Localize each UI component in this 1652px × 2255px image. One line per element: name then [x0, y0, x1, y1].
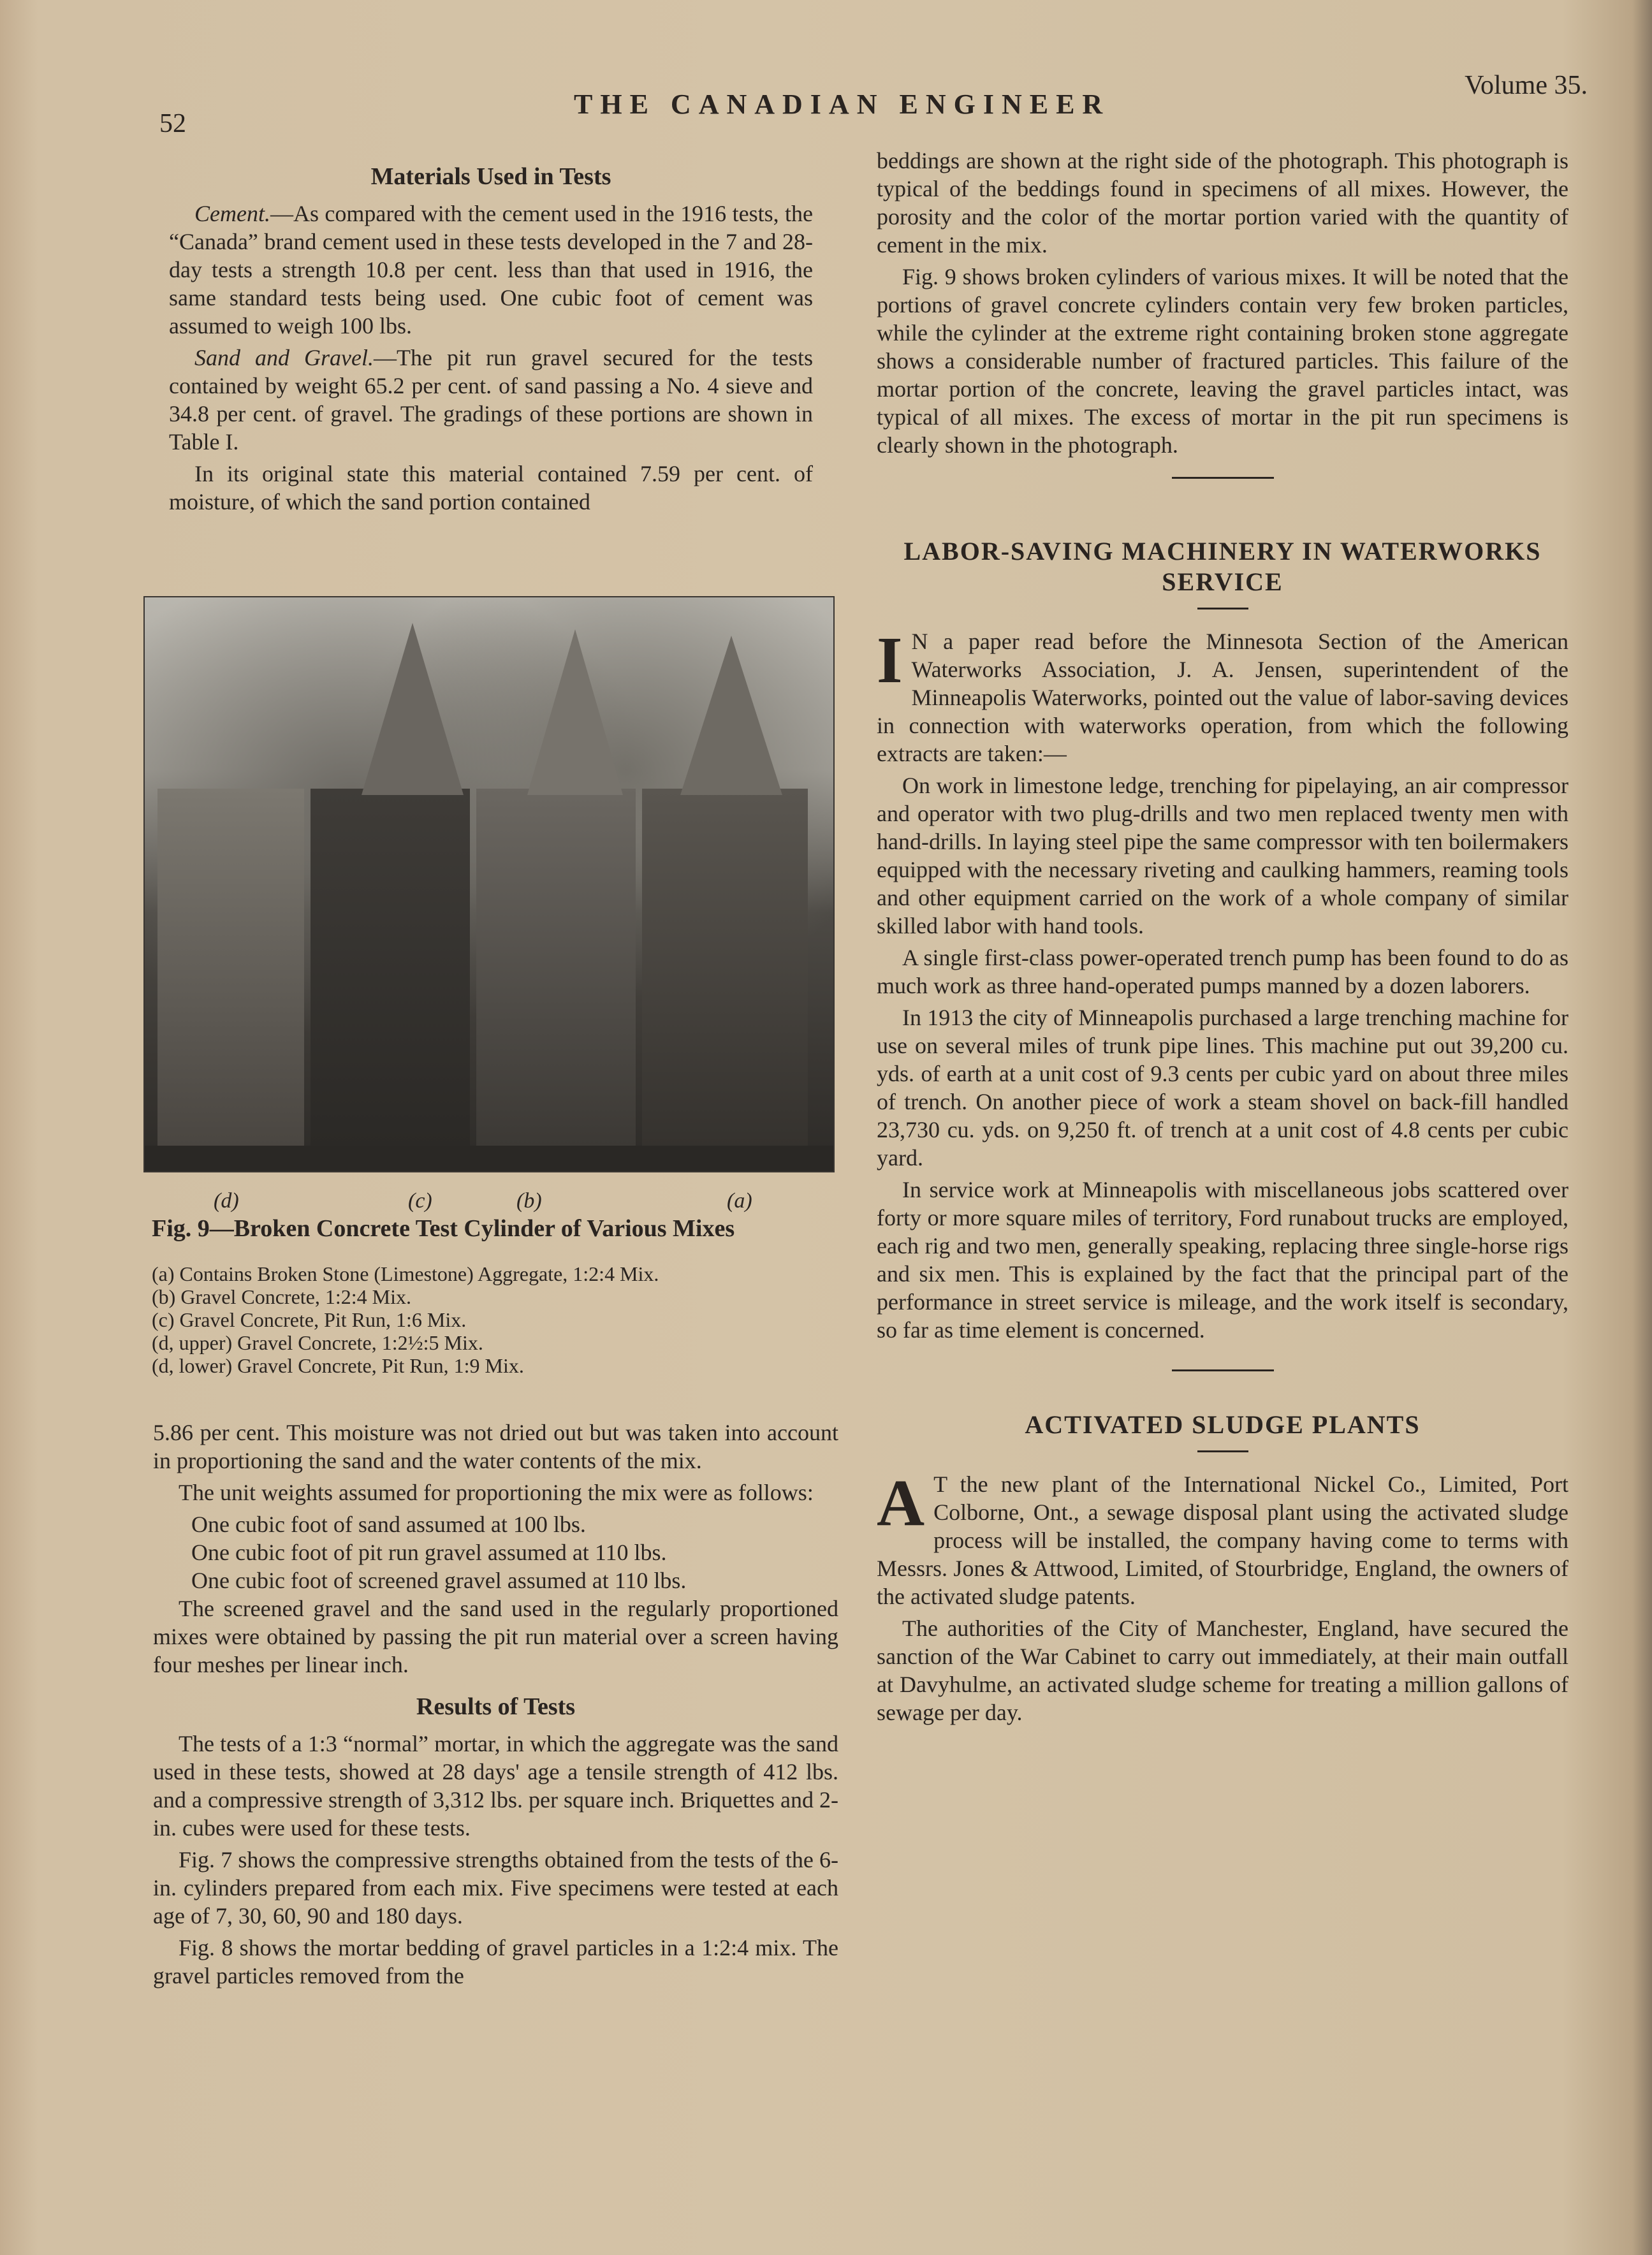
caption-item: (d, upper) Gravel Concrete, 1:2½:5 Mix. [152, 1331, 483, 1354]
page-number: 52 [159, 109, 186, 138]
cylinder-a [642, 789, 808, 1146]
caption-item: (d, lower) Gravel Concrete, Pit Run, 1:9 Mix. [152, 1354, 524, 1377]
volume-label: Volume 35. [1465, 71, 1588, 100]
paragraph-fig9: Fig. 9 shows broken cylinders of various mixes. It will be noted that the portions of gravel concrete cylinders contain very few broken particles, while the cylinder at the extreme right containing broken stone aggregate shows a considerable number of fractured particles. This failure of the mortar portion of the concrete, leaving the gravel particles intact, was typical of all mixes. The excess of mortar in the pit run specimens is clearly shown in the photograph. [877, 264, 1568, 458]
list-item: One cubic foot of sand assumed at 100 lbs. [191, 1512, 586, 1537]
paragraph-normal-mortar: The tests of a 1:3 “normal” mortar, in which the aggregate was the sand used in these tests, showed at 28 days' age a tensile strength of 412 lbs. and a compressive strength of 3,312 lbs. per square inch. Briquettes and 2-in. cubes were used for these tests. [153, 1731, 838, 1841]
paragraph-fig8: Fig. 8 shows the mortar bedding of gravel particles in a 1:2:4 mix. The gravel particles removed from the [153, 1935, 838, 1989]
cylinder-top-fragment [527, 629, 623, 795]
figure-letter-c: (c) [408, 1189, 432, 1213]
list-item: One cubic foot of pit run gravel assumed at 110 lbs. [191, 1540, 667, 1565]
left-column-bottom [153, 1419, 838, 1994]
labor-intro-text: N a paper read before the Minnesota Section of the American Waterworks Association, J. A. Jensen, superintendent of the Minneapolis Waterworks, pointed out the value of labor-saving devices in connection with waterworks operation, from which the following extracts are taken:— [877, 629, 1568, 766]
cylinder-c [311, 789, 470, 1146]
cylinder-top-fragment [680, 636, 782, 795]
cement-label: Cement. [194, 201, 270, 226]
paragraph-moisture: In its original state this material contained 7.59 per cent. of moisture, of which the sand portion contained [169, 461, 813, 514]
paragraph-labor-intro [877, 624, 1568, 768]
paragraph-screened-gravel: The screened gravel and the sand used in the regularly proportioned mixes were obtained by passing the pit run material over a screen having four meshes per linear inch. [153, 1596, 838, 1677]
right-column [877, 147, 1568, 1730]
figure-caption-title: Fig. 9—Broken Concrete Test Cylinder of Various Mixes [152, 1215, 735, 1242]
section-divider [1172, 477, 1274, 479]
cylinder-b [476, 789, 636, 1146]
section-divider [1172, 1369, 1274, 1371]
article-heading-activated-sludge: ACTIVATED SLUDGE PLANTS [1025, 1410, 1421, 1439]
sludge-intro-text: T the new plant of the International Nickel Co., Limited, Port Colborne, Ont., a sewage disposal plant using the activated sludge process will be installed, the company having come to terms with Messrs. Jones & Attwood, Limited, of Stourbridge, England, the owners of the activated sludge patents. [877, 1471, 1568, 1609]
list-item: One cubic foot of screened gravel assumed at 110 lbs. [191, 1568, 687, 1593]
page-header [153, 70, 1607, 138]
figure-letter-d: (d) [214, 1189, 239, 1213]
heading-underline [1197, 1450, 1248, 1452]
paragraph-trench-pump: A single first-class power-operated trench pump has been found to do as much work as three hand-operated pumps manned by a dozen laborers. [877, 945, 1568, 998]
caption-item: (b) Gravel Concrete, 1:2:4 Mix. [152, 1285, 411, 1308]
section-heading-materials: Materials Used in Tests [370, 163, 611, 190]
paragraph-beddings: beddings are shown at the right side of the photograph. This photograph is typical of the beddings found in specimens of all mixes. However, the porosity and the color of the mortar portion varied with the quantity of cement in the mix. [877, 148, 1568, 258]
article-heading-labor-saving: LABOR-SAVING MACHINERY IN WATERWORKS SERVICE [903, 537, 1542, 596]
paragraph-cement [169, 200, 813, 340]
paragraph-sludge-intro [877, 1466, 1568, 1610]
paragraph-unit-weights: The unit weights assumed for proportioning the mix were as follows: [179, 1480, 814, 1505]
figure-letter-b: (b) [516, 1189, 542, 1213]
cylinder-top-fragment [362, 623, 464, 795]
figure-caption-items [152, 1262, 847, 1377]
drop-cap-i: I [877, 624, 903, 697]
cement-text: —As compared with the cement used in the 1916 tests, the “Canada” brand cement used in these tests developed in the 7 and 28-day tests a strength 10.8 per cent. less than that used in 1916, the same standard tests being used. One cubic foot of cement was assumed to weigh 100 lbs. [169, 201, 813, 339]
paragraph-service-work: In service work at Minneapolis with miscellaneous jobs scattered over forty or more square miles of territory, Ford runabout trucks are employed, each rig and two men, generally speaking, replacing three single-horse rigs and six men. This is explained by the fact that the principal part of the performance in street service is mileage, and the work itself is secondary, so far as time element is concerned. [877, 1177, 1568, 1343]
left-column-top [169, 163, 813, 520]
drop-cap-a: A [877, 1466, 925, 1540]
paragraph-moisture-cont: 5.86 per cent. This moisture was not dried out but was taken into account in proportioning the sand and the water contents of the mix. [153, 1420, 838, 1473]
paragraph-trenching-machine: In 1913 the city of Minneapolis purchased a large trenching machine for use on several miles of trunk pipe lines. This machine put out 39,200 cu. yds. of earth at a unit cost of 9.3 cents per cubic yard on about three miles of trench. On another piece of work a steam shovel on back-fill handled 23,730 cu. yds. on 9,250 ft. of trench at a unit cost of 4.8 cents per cubic yard. [877, 1005, 1568, 1171]
sand-text: —The pit run gravel secured for the tests contained by weight 65.2 per cent. of sand passing a No. 4 sieve and 34.8 per cent. of gravel. The gradings of these portions are shown in Table I. [169, 345, 813, 455]
paragraph-sand-gravel [169, 344, 813, 456]
paragraph-manchester: The authorities of the City of Manchester, England, have secured the sanction of the War Cabinet to carry out immediately, at their main outfall at Davyhulme, an activated sludge scheme for treating a million gallons of sewage per day. [877, 1616, 1568, 1725]
figure-photo-broken-cylinders [143, 596, 835, 1172]
figure-letter-a: (a) [727, 1189, 752, 1213]
sand-label: Sand and Gravel. [194, 345, 374, 370]
caption-item: (a) Contains Broken Stone (Limestone) Aggregate, 1:2:4 Mix. [152, 1262, 659, 1285]
photo-base [145, 1146, 833, 1171]
journal-title: THE CANADIAN ENGINEER [574, 89, 1111, 120]
section-heading-results: Results of Tests [416, 1693, 576, 1720]
paragraph-fig7: Fig. 7 shows the compressive strengths obtained from the tests of the 6-in. cylinders prepared from each mix. Five specimens were tested at each age of 7, 30, 60, 90 and 180 days. [153, 1847, 838, 1929]
caption-item: (c) Gravel Concrete, Pit Run, 1:6 Mix. [152, 1308, 467, 1331]
heading-underline [1197, 608, 1248, 609]
cylinder-d [157, 789, 304, 1146]
paragraph-limestone: On work in limestone ledge, trenching for pipelaying, an air compressor and operator with two plug-drills and two men replaced twenty men with hand-drills. In laying steel pipe the same compressor with ten boilermakers equipped with the necessary riveting and caulking hammers, reaming tools and other equipment carried on the work of a whole company of similar skilled labor with hand tools. [877, 773, 1568, 938]
